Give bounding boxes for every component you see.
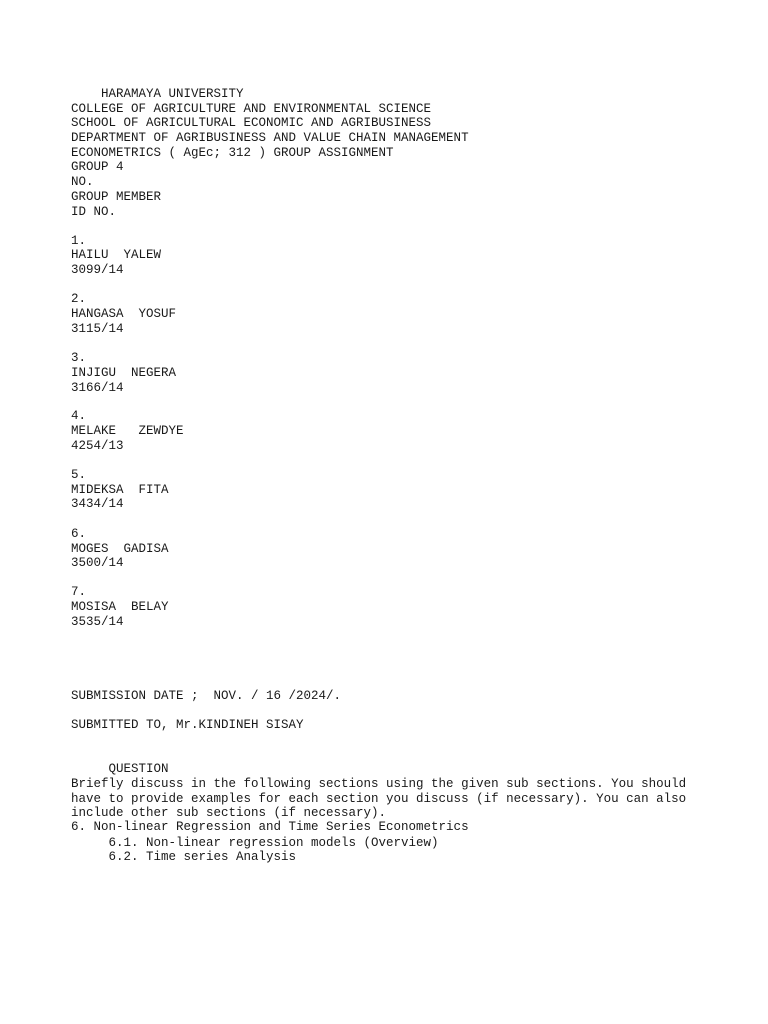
school-name: SCHOOL OF AGRICULTURAL ECONOMIC AND AGRIBUSINESS: [71, 116, 432, 130]
section-title: 6. Non-linear Regression and Time Series Econometrics: [71, 820, 469, 834]
submission-date: SUBMISSION DATE ; NOV. / 16 /2024/.: [71, 689, 342, 703]
member-no: 6.: [71, 527, 87, 541]
department-name: DEPARTMENT OF AGRIBUSINESS AND VALUE CHAIN MANAGEMENT: [71, 131, 469, 145]
member-id: 3166/14: [71, 381, 124, 395]
member-name: INJIGU NEGERA: [71, 366, 177, 380]
member-name: MOGES GADISA: [71, 542, 169, 556]
member-name: MELAKE ZEWDYE: [71, 424, 184, 438]
member-id: 3434/14: [71, 497, 124, 511]
member-id: 4254/13: [71, 439, 124, 453]
header-no: NO.: [71, 175, 94, 189]
group-number: GROUP 4: [71, 160, 124, 174]
member-id: 3115/14: [71, 322, 124, 336]
subsection-1: 6.1. Non-linear regression models (Overview): [71, 836, 439, 850]
member-no: 1.: [71, 234, 87, 248]
member-no: 2.: [71, 292, 87, 306]
member-no: 4.: [71, 409, 87, 423]
member-name: MOSISA BELAY: [71, 600, 169, 614]
member-id: 3099/14: [71, 263, 124, 277]
member-no: 5.: [71, 468, 87, 482]
header-id-no: ID NO.: [71, 205, 117, 219]
question-heading: QUESTION: [71, 762, 169, 776]
subsection-2: 6.2. Time series Analysis: [71, 850, 297, 864]
member-no: 7.: [71, 585, 87, 599]
member-name: HAILU YALEW: [71, 248, 162, 262]
question-body: Briefly discuss in the following sections using the given sub sections. You should have to provide examples for each section you discuss (if necessary). You can also include other sub sections (if necessary).: [71, 777, 694, 821]
submitted-to: SUBMITTED TO, Mr.KINDINEH SISAY: [71, 718, 304, 732]
college-name: COLLEGE OF AGRICULTURE AND ENVIRONMENTAL SCIENCE: [71, 102, 432, 116]
course-title: ECONOMETRICS ( AgEc; 312 ) GROUP ASSIGNMENT: [71, 146, 394, 160]
university-name: HARAMAYA UNIVERSITY: [71, 87, 244, 101]
member-name: MIDEKSA FITA: [71, 483, 169, 497]
member-id: 3500/14: [71, 556, 124, 570]
member-name: HANGASA YOSUF: [71, 307, 177, 321]
header-group-member: GROUP MEMBER: [71, 190, 162, 204]
member-id: 3535/14: [71, 615, 124, 629]
member-no: 3.: [71, 351, 87, 365]
